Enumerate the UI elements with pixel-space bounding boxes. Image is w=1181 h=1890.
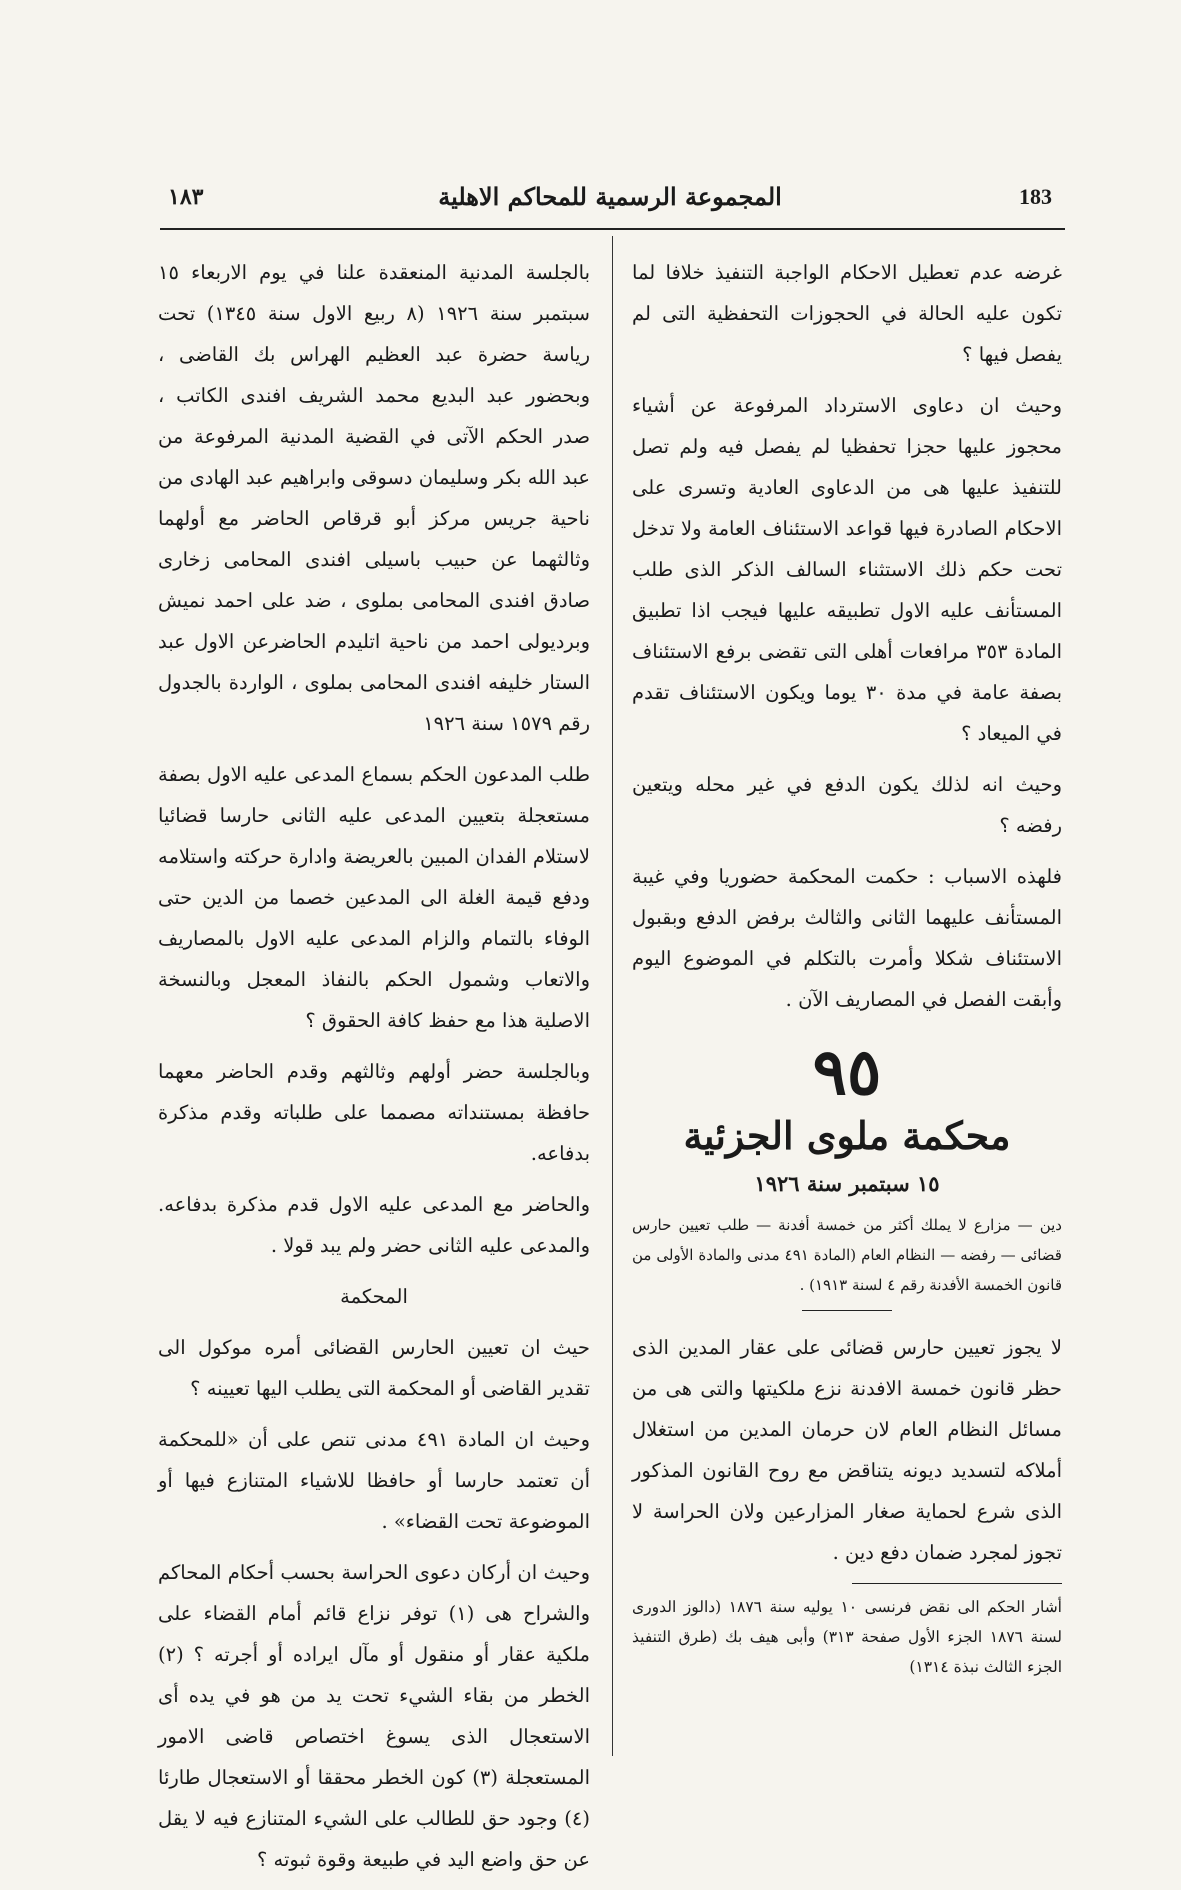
section-heading: المحكمة [340,1285,408,1308]
summary-rule [802,1310,892,1311]
case-number: ٩٥ [812,1035,882,1110]
paragraph: بالجلسة المدنية المنعقدة علنا في يوم الاربعاء ١٥ سبتمبر سنة ١٩٢٦ (٨ ربيع الاول سنة ١٣٤٥) تحت رياسة حضرة عبد العظيم الهراس بك القاضى ، وبحضور عبد البديع محمد الشريف افندى الكاتب ، صدر الحكم الآتى في القضية المدنية المرفوعة من عبد الله بكر وسليمان دسوقى وابراهيم عبد الهادى من ناحية جريس مركز أبو قرقاص الحاضر مع أولهما وثالثهما عن حبيب باسيلى افندى المحامى زخارى صادق افندى المحامى بملوى ، ضد على احمد نميش وبرديولى احمد من ناحية اتليدم الحاضرعن الاول عبد الستار خليفه افندى المحامى بملوى ، الواردة بالجدول رقم ١٥٧٩ سنة ١٩٢٦ [158,261,591,735]
paragraph: وحيث ان أركان دعوى الحراسة بحسب أحكام المحاكم والشراح هى (١) توفر نزاع قائم أمام القضاء على ملكية عقار أو منقول أو مآل ايراده أو أجرته ؟ (٢) الخطر من بقاء الشيء تحت يد من هو في يده أى الاستعجال الذى يسوغ اختصاص قاضى الامور المستعجلة (٣) كون الخطر محققا أو الاستعجال طارئا (٤) وجود حق للطالب على الشيء المتنازع فيه لا يقل عن حق واضع اليد في طبيعة وقوة ثبوته ؟ [158,1561,591,1871]
paragraph: حيث ان تعيين الحارس القضائى أمره موكول الى تقدير القاضى أو المحكمة التى يطلب اليها تعيينه ؟ [158,1336,590,1400]
holding-paragraph: لا يجوز تعيين حارس قضائى على عقار المدين الذى حظر قانون خمسة الافدنة نزع ملكيتها والتى هى من مسائل النظام العام لان حرمان المدين من استغلال أملاكه لتسديد ديونه يتناقض مع روح القانون المذكور الذى شرع لحماية صغار المزارعين ولان الحراسة لا تجوز لمجرد ضمان دفع دين . [632,1336,1062,1564]
case-date: ١٥ سبتمبر سنة ١٩٢٦ [754,1171,940,1196]
page-number-arabic: ١٨٣ [168,184,204,210]
page-header [160,178,1060,218]
column-divider [612,236,613,1756]
court-name: محكمة ملوى الجزئية [683,1113,1011,1158]
paragraph: وحيث ان المادة ٤٩١ مدنى تنص على أن «للمحكمة أن تعتمد حارسا أو حافظا للاشياء المتنازع فيها أو الموضوعة تحت القضاء» . [158,1428,591,1533]
paragraph: طلب المدعون الحكم بسماع المدعى عليه الاول بصفة مستعجلة بتعيين المدعى عليه الثانى حارسا قضائيا لاستلام الفدان المبين بالعريضة وادارة حركته واستلامه ودفع قيمة الغلة الى المدعين خصما من الدين حتى الوفاء بالتمام والزام المدعى عليه الاول بالمصاريف والاتعاب وشمول الحكم بالنفاذ المعجل وبالنسخة الاصلية هذا مع حفظ كافة الحقوق ؟ [158,763,590,1032]
paragraph: وحيث انه لذلك يكون الدفع في غير محله ويتعين رفضه ؟ [632,773,1062,837]
right-column [632,252,1062,1692]
page-number-latin: 183 [1019,184,1052,209]
header-rule [160,228,1065,230]
paragraph: فلهذه الاسباب : حكمت المحكمة حضوريا وفي غيبة المستأنف عليهما الثانى والثالث برفض الدفع وبقبول الاستئناف شكلا وأمرت بالتكلم في الموضوع اليوم وأبقت الفصل في المصاريف الآن . [632,865,1062,1011]
footnote: أشار الحكم الى نقض فرنسى ١٠ يوليه سنة ١٨٧٦ (دالوز الدورى لسنة ١٨٧٦ الجزء الأول صفحة ٣١٣) وأبى هيف بك (طرق التنفيذ الجزء الثالث نبذة ١٣١٤) [632,1598,1063,1676]
case-summary: دين — مزارع لا يملك أكثر من خمسة أفدنة — طلب تعيين حارس قضائى — رفضه — النظام العام (المادة ٤٩١ مدنى والمادة الأولى من قانون الخمسة الأفدنة رقم ٤ لسنة ١٩١٣) . [632,1216,1062,1294]
paragraph: والحاضر مع المدعى عليه الاول قدم مذكرة بدفاعه. والمدعى عليه الثانى حضر ولم يبد قولا . [158,1193,590,1257]
footnote-rule [852,1583,1062,1584]
paragraph: غرضه عدم تعطيل الاحكام الواجبة التنفيذ خلافا لما تكون عليه الحالة في الحجوزات التحفظية التى لم يفصل فيها ؟ [632,261,1062,366]
left-column [158,252,590,1890]
running-title: المجموعة الرسمية للمحاكم الاهلية [438,182,782,211]
paragraph: وبالجلسة حضر أولهم وثالثهم وقدم الحاضر معهما حافظة بمستنداته مصمما على طلباته وقدم مذكرة بدفاعه. [158,1060,590,1165]
paragraph: وحيث ان دعاوى الاسترداد المرفوعة عن أشياء محجوز عليها حجزا تحفظيا لم يفصل فيه ولم تصل للتنفيذ عليها هى من الدعاوى العادية وتسرى على الاحكام الصادرة فيها قواعد الاستئناف العامة ولا تدخل تحت حكم ذلك الاستثناء السالف الذكر الذى طلب المستأنف عليه الاول تطبيقه عليها فيجب اذا تطبيق المادة ٣٥٣ مرافعات أهلى التى تقضى برفع الاستئناف بصفة عامة في مدة ٣٠ يوما ويكون الاستئناف تقدم في الميعاد ؟ [632,394,1062,745]
